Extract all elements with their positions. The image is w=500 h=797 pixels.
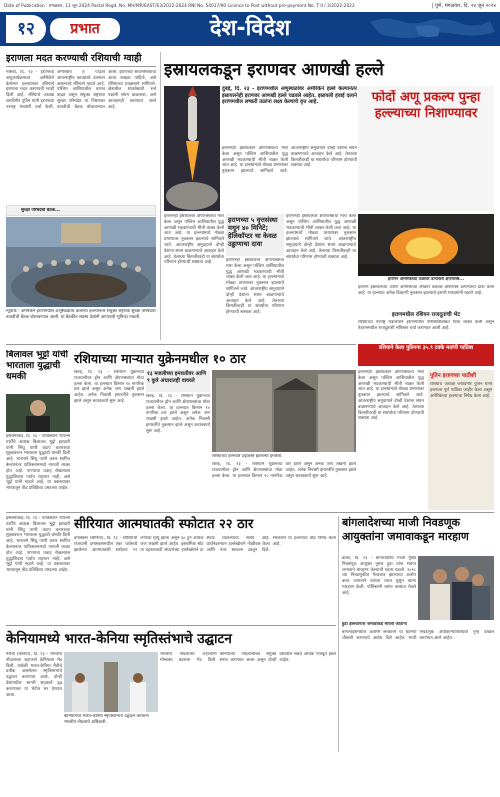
issue-date: | पुणे, मंगळवार, दि. २४ जून २०२४ <box>431 3 496 9</box>
kenya-memorial-photo <box>64 652 158 712</box>
story-body-ukraine-col2: किव्ह, दि. २३ - रशियाने युक्रेनच्या राजधानीवर ड्रोन आणि क्षेपणास्त्रांचा मोठा हल्ला केला. या हल्ल्यात किमान १० नागरिक ठार झाले असून अनेक जण जखमी झाले आहेत. अनेक निवासी इमारतींचे नुकसान झाले असून बचावकार्य सुरू आहे. <box>146 394 210 434</box>
story-body-bhutto-cont: इस्लामाबाद, दि. २३ - पाकिस्तान पीपल्स पार्टीचे अध्यक्ष बिलावल भुट्टो झरदारी यांनी सिंधू पाणी वाटप कराराच्या मुद्द्यावरून भारताला युद्धाची धमकी दिली आहे. भारताने सिंधू पाणी करार स्थगित केल्यानंतर पाकिस्तानमध्ये नाराजी व्यक्त होत आहे. पाण्याचा प्रवाह रोखल्यास युद्धाशिवाय पर्याय राहणार नाही, असे भुट्टो यांनी म्हटले आहे. या वक्तव्यावर भारतातून तीव्र प्रतिक्रिया उमटल्या आहेत. <box>6 516 70 574</box>
un-security-council-photo <box>6 217 156 307</box>
lead-continued-col1: इराणनेही इस्रायलवर क्षेपणास्त्रांचा मारा केला असून पश्चिम आशियातील युद्ध आणखी भडकण्याची भीती व्यक्त केली जात आहे. या हल्ल्यांमध्ये मोठ्या प्रमाणावर नुकसान झाल्याचे सांगितले जाते. आंतरराष्ट्रीय समुदायाने दोन्ही देशांना संयम बाळगण्याचे आवाहन केले आहे. तेलाच्या किमतींवरही या संघर्षाचा परिणाम होण्याची शक्यता आहे. <box>358 370 424 422</box>
story-body-kenya: नैरोबी (केनिया), दि. २३ - भारतीय नौदलाच्या जहाजाने केनियाला भेट दिली. यावेळी भारत-केनिया मैत्रीचे प्रतीक असलेल्या स्मृतिस्तंभाचे उद्घाटन करण्यात आले. दोन्ही देशांमधील सागरी सहकार्य दृढ करण्यावर या भेटीत भर देण्यात आला. <box>6 652 62 698</box>
column-divider <box>160 52 161 340</box>
headline-bhutto: बिलावल भुट्टो यांची भारताला युद्धाची धमकी <box>6 350 68 382</box>
lead-side-body: इराणने इस्रायलच्या आणि अमेरिकेच्या लष्करी तळांवर क्षेपणास्त्रे डागल्याचा दावा केला आहे. या हल्ल्यात अनेक ठिकाणी नुकसान झाल्याचे इराणी माध्यमांनी म्हटले आहे. <box>358 285 494 296</box>
ukraine-subhead: १३ मजलीच्या इमारतीवर आणि ९ कुत्रे अंधारातही वावरले <box>147 371 207 384</box>
headline-kenya: केनियामध्ये भारत-केनिया स्मृतिस्तंभाचे उद्घाटन <box>6 631 232 647</box>
divider <box>6 66 156 67</box>
lead-intro: दुबई, दि. २३ - इराणमधील अणुस्थळांवर अमेरिकेने हल्ले केल्यानंतर इस्रायलनेही इराणवर आणखी हल्ले चढवले आहेत. इस्रायली हवाई दलाने इराणमधील लष्करी तळांना लक्ष्य केल्याचे वृत्त आहे. <box>222 86 357 106</box>
strike-photo-caption: इराणने अमेरिकेच्या तळांवर डागलेली क्षेपणास्त्रे... <box>387 277 465 282</box>
headline-bangladesh: बांगलादेशच्या माजी निवडणूक आयुक्तांना जमावाकडून मारहाण <box>342 516 469 543</box>
bangladesh-assault-photo <box>418 556 494 620</box>
headline-russia-iran: इराणला मदत करण्याची रशियाची ग्वाही <box>6 53 142 64</box>
kenya-photo-caption: केनियामध्ये भारत-केनिया स्मृतिस्तंभाचे उद्घाटन करताना भारतीय नौदलाचे अधिकारी. <box>64 714 149 725</box>
putin-box-title: पुतिन इराणच्या पाठीशी <box>430 373 477 379</box>
headline-ukraine: रशियाच्या माऱ्यात युक्रेनमधील १० ठार <box>74 351 246 366</box>
lead-body-col2: इराणनेही इस्रायलवर क्षेपणास्त्रांचा मारा केला असून पश्चिम आशियातील युद्ध आणखी भडकण्याची भीती व्यक्त केली जात आहे. या हल्ल्यांमध्ये मोठ्या प्रमाणावर नुकसान झाल्याचे सांगितले जाते. आंतरराष्ट्रीय समुदायाने दोन्ही देशांना संयम बाळगण्याचे आवाहन केले आहे. तेलाच्या किमतींवरही या संघर्षाचा परिणाम होण्याची शक्यता आहे. <box>226 258 284 316</box>
world-map-graphic <box>360 12 500 46</box>
story-body-kenya-cont: भारतीय नौदलाच्या जहाजांनी मोम्बासा बंदराला भेट दिली. केनियाच्या नौदलासोबत संयुक्त सराव करण्यात आला असून दोन्ही देशांतील संबंध अधिक मजबूत झाले आहेत. <box>160 652 336 663</box>
divider <box>6 344 356 345</box>
lead-sub-body: रशियाच्या परराष्ट्र मंत्रालयाने इराणमधील परिस्थितीबाबत चिंता व्यक्त केली असून तेहरानमधील राजदूतांशी सविस्तर चर्चा करण्यात आली आहे. <box>358 320 494 331</box>
headline-syria: सीरियात आत्मघातकी स्फोटात २२ ठार <box>74 517 254 532</box>
story-body-bhutto: इस्लामाबाद, दि. २३ - पाकिस्तान पीपल्स पार्टीचे अध्यक्ष बिलावल भुट्टो झरदारी यांनी सिंधू पाणी वाटप कराराच्या मुद्द्यावरून भारताला युद्धाची धमकी दिली आहे. भारताने सिंधू पाणी करार स्थगित केल्यानंतर पाकिस्तानमध्ये नाराजी व्यक्त होत आहे. पाण्याचा प्रवाह रोखल्यास युद्धाशिवाय पर्याय राहणार नाही, असे भुट्टो यांनी म्हटले आहे. या वक्तव्यावर भारतातून तीव्र प्रतिक्रिया उमटल्या आहेत. <box>6 434 70 492</box>
callout-fordo: फोर्दो अणू प्रकल्प पुन्हा हल्ल्याच्या निशाण्यावर <box>371 90 481 121</box>
photo-caption-body: न्यूयॉर्क : अमेरिकेने इराणमधील अणुस्थळांवर केलेल्या हल्ल्यानंतर संयुक्त राष्ट्रांच्या सुरक्षा परिषदेची तातडीची बैठक बोलावण्यात आली. या बैठकीत सदस्य देशांनी आपापली भूमिका मांडली. <box>6 309 156 320</box>
story-body-russia-iran: मॉस्को, दि. २३ - इराणच्या अणुकार्यक्रमावर अमेरिकेने केलेल्या हल्ल्यानंतर रशियाने इराणला मदत करण्याची ग्वाही दिली आहे. रशियाचे अध्यक्ष व्लादिमीर पुतिन यांनी इराणच्या परराष्ट्र मंत्र्यांशी चर्चा केली. अमेरिकेचे हे पाऊल आंतरराष्ट्रीय कायद्याचे उल्लंघन असल्याचे रशियाने म्हटले आहे. पश्चिम आशियातील तणाव वाढत असून संयुक्त राष्ट्रांच्या सुरक्षा परिषदेत या विषयावर तातडीची बैठक बोलावण्यात आली. इराणच्या सार्वभौमत्वाचा आदर राखला पाहिजे, असे रशियाच्या प्रवक्त्याने सांगितले. क्षेत्रातील शांततेसाठी सर्व पक्षांनी संयम बाळगावा, असे आवाहनही करण्यात आले आहे. <box>6 70 156 110</box>
headline-israel-iran: इस्रायलकडून इराणवर आणखी हल्ले <box>164 60 384 80</box>
newspaper-brand-logo: प्रभात <box>50 18 120 40</box>
story-body-bangladesh-cont: बांगलादेशमधील अंतरिम सरकारने या घटनेची चौकशी करण्याचे आदेश दिले आहेत. माजी निवडणूक अधिकाऱ्यांविरोधात गुन्हे दाखल करण्यात आले आहेत. <box>342 630 494 641</box>
story-body-syria: दमास्कस (सीरिया), दि. २३ - सीरियाची राजधानी दमास्कसमधील एका चर्चमध्ये झालेल्या आत्मघातकी स्फोटात २२ जणांचा मृत्यू झाला असून ६० हून अधिक जण जखमी झाले आहेत. इस्लामिक स्टेट या दहशतवादी संघटनेच्या हल्लेखोराने हा स्फोट घडवल्याचा संशय आहे. प्रार्थनेदरम्यान हल्लेखोराने गोळीबार केला आणि नंतर स्वतःला उडवून दिले. सरकारने या हल्ल्याचा तीव्र निषेध केला आहे. <box>74 536 336 553</box>
story-body-ukraine-col3: किव्ह, दि. २३ - रशियाने युक्रेनच्या राजधानीवर ड्रोन आणि क्षेपणास्त्रांचा मोठा हल्ला केला. या हल्ल्यात किमान १० नागरिक ठार झाले असून अनेक जण जखमी झाले आहेत. अनेक निवासी इमारतींचे नुकसान झाले असून बचावकार्य सुरू आहे. <box>212 462 356 479</box>
missile-strike-photo <box>358 214 494 276</box>
red-box-title: रशियाने केला पुतिनना ३५.९ टक्के मतांनी पाठिंबा <box>378 345 474 351</box>
putin-box <box>428 370 494 510</box>
divider <box>6 512 494 513</box>
missile-launch-photo <box>164 86 220 211</box>
page-number: १२ <box>6 15 46 43</box>
bhutto-photo <box>6 394 70 432</box>
putin-box-body: रशियाचे अध्यक्ष व्लादिमीर पुतिन यांनी इराणला पूर्ण पाठिंबा जाहीर केला असून अमेरिकेच्या हल्ल्याचा निषेध केला आहे. <box>430 382 492 399</box>
lead-body-col1: इराणनेही इस्रायलवर क्षेपणास्त्रांचा मारा केला असून पश्चिम आशियातील युद्ध आणखी भडकण्याची भीती व्यक्त केली जात आहे. या हल्ल्यांमध्ये मोठ्या प्रमाणावर नुकसान झाल्याचे सांगितले जाते. आंतरराष्ट्रीय समुदायाने दोन्ही देशांना संयम बाळगण्याचे आवाहन केले आहे. तेलाच्या किमतींवरही या संघर्षाचा परिणाम होण्याची शक्यता आहे. <box>164 214 224 266</box>
ukraine-destroyed-building-photo <box>212 370 356 452</box>
pullquote-box <box>226 214 284 256</box>
divider <box>6 625 336 626</box>
column-divider <box>338 516 339 752</box>
lead-subhead: इराणमधील रशियन राजदूतांची भेट <box>391 312 461 318</box>
red-highlight-box <box>358 344 494 366</box>
story-body-ukraine: किव्ह, दि. २३ - रशियाने युक्रेनच्या राजधानीवर ड्रोन आणि क्षेपणास्त्रांचा मोठा हल्ला केला. या हल्ल्यात किमान १० नागरिक ठार झाले असून अनेक जण जखमी झाले आहेत. अनेक निवासी इमारतींचे नुकसान झाले असून बचावकार्य सुरू आहे. <box>74 370 144 404</box>
photo-caption-title: सुरक्षा परिषदेची बैठक... <box>21 208 60 213</box>
publication-details: Date of Publication : मंगळवार, 13 जून 2024 Postal Regd. No. MH/MR/EAST/63/2022-2024 RNI No. 54017/90 Licence to Post without pre-payment No. T II / 3/2022-2023 <box>4 4 355 9</box>
ukraine-subhead-box <box>146 370 210 392</box>
section-title: देश-विदेश <box>209 16 291 41</box>
bangladesh-photo-caption: हुडा हल्ल्यानंतर जमावाकडे मारली जाताना <box>342 622 407 627</box>
publication-info-bar <box>4 2 496 11</box>
pullquote: इराणच्या ५ वृत्तसंस्था मधून ४० मिनिटे; हेलिकॉप्टर चा केवळ उड्डाणाचा दावा <box>228 216 278 248</box>
photo-caption-bar <box>6 205 156 216</box>
lead-body-upper: इराणनेही इस्रायलवर क्षेपणास्त्रांचा मारा केला असून पश्चिम आशियातील युद्ध आणखी भडकण्याची भीती व्यक्त केली जात आहे. या हल्ल्यांमध्ये मोठ्या प्रमाणावर नुकसान झाल्याचे सांगितले जाते. आंतरराष्ट्रीय समुदायाने दोन्ही देशांना संयम बाळगण्याचे आवाहन केले आहे. तेलाच्या किमतींवरही या संघर्षाचा परिणाम होण्याची शक्यता आहे. <box>222 146 357 175</box>
story-body-bangladesh: ढाका, दि. २३ - बांगलादेशचे माजी मुख्य निवडणूक आयुक्त नुरुल हुडा यांना संतप्त जमावाने मारहाण केल्याची घटना घडली. २०१८ च्या निवडणुकीत गैरप्रकार झाल्याचा आरोप करत जमावाने त्यांच्या घरात घुसून त्यांना मारहाण केली. पोलिसांनी त्यांना ताब्यात घेतले आहे. <box>342 556 416 596</box>
lead-body-col3: इराणनेही इस्रायलवर क्षेपणास्त्रांचा मारा केला असून पश्चिम आशियातील युद्ध आणखी भडकण्याची भीती व्यक्त केली जात आहे. या हल्ल्यांमध्ये मोठ्या प्रमाणावर नुकसान झाल्याचे सांगितले जाते. आंतरराष्ट्रीय समुदायाने दोन्ही देशांना संयम बाळगण्याचे आवाहन केले आहे. तेलाच्या किमतींवरही या संघर्षाचा परिणाम होण्याची शक्यता आहे. <box>286 214 356 260</box>
ukraine-photo-caption: रशियाच्या हल्ल्यात उद्ध्वस्त झालेल्या इमारती. <box>212 454 283 459</box>
